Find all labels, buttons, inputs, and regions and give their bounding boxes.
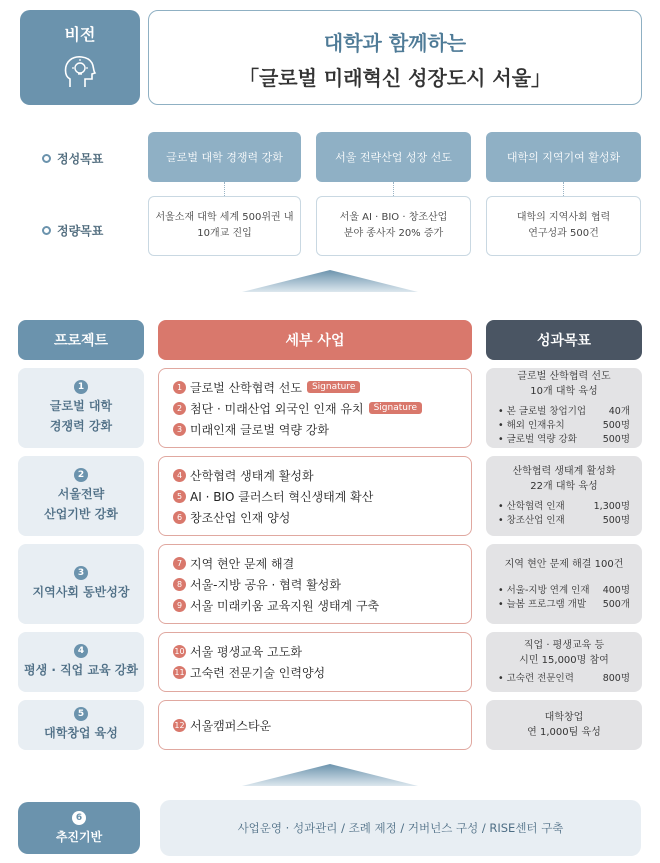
- project-1: [18, 368, 144, 448]
- signature-badge: Signature: [369, 402, 422, 414]
- detail-group-1: [158, 368, 472, 448]
- outcome-row: • 고숙련 전문인력 800명: [498, 673, 630, 685]
- vision-line-2: 「글로벌 미래혁신 성장도시 서울」: [238, 66, 552, 90]
- detail-item: 7 지역 현안 문제 해결: [173, 555, 471, 572]
- quantitative-goal-3: 대학의 지역사회 협력 연구성과 500건: [486, 196, 641, 256]
- project-name: 대학창업 육성: [44, 725, 118, 740]
- qualitative-goal-label: 정성목표: [42, 150, 103, 167]
- project-name: 서울전략 산업기반 강화: [44, 487, 118, 521]
- vision-line-1: 대학과 함께하는: [323, 31, 467, 55]
- foundation-detail: 사업운영 · 성과관리 / 조례 제정 / 거버넌스 구성 / RISE센터 구축: [160, 800, 641, 856]
- outcome-title: 대학창업 연 1,000팀 육성: [527, 712, 601, 738]
- project-number: 5: [74, 707, 88, 721]
- detail-group-5: [158, 700, 472, 750]
- project-name: 평생 · 직업 교육 강화: [23, 662, 138, 677]
- outcome-row: • 창조산업 인재 500명: [498, 515, 630, 526]
- outcome-3: [486, 544, 642, 624]
- up-arrow-shape: [240, 268, 420, 298]
- qualitative-goal-2: 서울 전략산업 성장 선도: [316, 132, 471, 182]
- project-name: 지역사회 동반성장: [32, 584, 130, 599]
- project-number: 4: [74, 644, 88, 658]
- outcome-row: • 해외 인재유치 500명: [498, 420, 630, 432]
- vision-statement: [148, 10, 642, 105]
- outcome-4: [486, 632, 642, 692]
- qualitative-goal-1: 글로벌 대학 경쟁력 강화: [148, 132, 301, 182]
- detail-item: 11 고숙련 전문기술 인력양성: [174, 666, 326, 680]
- detail-group-3: [158, 544, 472, 624]
- outcome-5: [486, 700, 642, 750]
- quantitative-goal-label: 정량목표: [42, 222, 103, 239]
- detail-item: 10 서울 평생교육 고도화: [174, 645, 302, 659]
- vision-label: 비전: [64, 25, 96, 44]
- bullet-dot: [42, 226, 51, 235]
- outcome-title: 글로벌 산학협력 선도 10개 대학 육성: [517, 371, 611, 398]
- bullet-dot: [42, 154, 51, 163]
- connector-line: [224, 182, 225, 196]
- project-number: 3: [74, 566, 88, 580]
- qualitative-goal-3: 대학의 지역기여 활성화: [486, 132, 641, 182]
- detail-item: 9 서울 미래키움 교육지원 생태계 구축: [173, 597, 471, 614]
- outcome-row: • 서울-지방 연계 인재 400명: [498, 584, 630, 596]
- outcome-title: 직업 · 평생교육 등 시민 15,000명 참여: [519, 640, 609, 667]
- detail-group-2: [158, 456, 472, 536]
- project-number: 1: [74, 380, 88, 394]
- outcome-row: • 산학협력 인재 1,300명: [498, 501, 630, 513]
- vision-tag: [20, 10, 140, 105]
- quantitative-goal-1: 서울소재 대학 세계 500위권 내 10개교 진입: [148, 196, 301, 256]
- outcome-title: 지역 현안 문제 해결 100건: [504, 558, 624, 570]
- outcome-2: [486, 456, 642, 536]
- foundation-label: 추진기반: [55, 830, 103, 844]
- header-outcome: 성과목표: [486, 320, 642, 360]
- project-4: [18, 632, 144, 692]
- project-3: [18, 544, 144, 624]
- header-project: 프로젝트: [18, 320, 144, 360]
- connector-line: [393, 182, 394, 196]
- lightbulb-head-icon: [20, 53, 140, 93]
- outcome-1: [486, 368, 642, 448]
- project-5: [18, 700, 144, 750]
- detail-item: 4 산학협력 생태계 활성화: [173, 467, 471, 484]
- header-detail: 세부 사업: [158, 320, 472, 360]
- detail-item: 2 첨단 · 미래산업 외국인 인재 유치 Signature: [173, 400, 471, 417]
- quantitative-goal-2: 서울 AI · BIO · 창조산업 분야 종사자 20% 증가: [316, 196, 471, 256]
- detail-item: 8 서울-지방 공유 · 협력 활성화: [173, 576, 471, 593]
- detail-item: 6 창조산업 인재 양성: [173, 509, 471, 526]
- outcome-row: • 늘봄 프로그램 개발 500개: [498, 598, 630, 610]
- project-number: 6: [72, 811, 86, 825]
- outcome-row: • 본 글로벌 창업기업 40개: [498, 406, 630, 418]
- outcome-row: • 글로벌 역량 강화 500명: [498, 433, 630, 445]
- detail-item: 3 미래인재 글로벌 역량 강화: [173, 421, 471, 438]
- up-arrow-shape: [240, 762, 420, 792]
- detail-group-4: [158, 632, 472, 692]
- detail-item: 12 서울캠퍼스타운: [174, 718, 272, 733]
- project-2: [18, 456, 144, 536]
- detail-item: 5 AI · BIO 클러스터 혁신생태계 확산: [173, 488, 471, 505]
- project-name: 글로벌 대학 경쟁력 강화: [49, 399, 113, 433]
- connector-line: [563, 182, 564, 196]
- detail-item: 1 글로벌 산학협력 선도 Signature: [173, 379, 471, 396]
- outcome-title: 산학협력 생태계 활성화 22개 대학 육성: [512, 466, 616, 493]
- project-number: 2: [74, 468, 88, 482]
- foundation-tag: [18, 802, 140, 854]
- signature-badge: Signature: [307, 381, 360, 393]
